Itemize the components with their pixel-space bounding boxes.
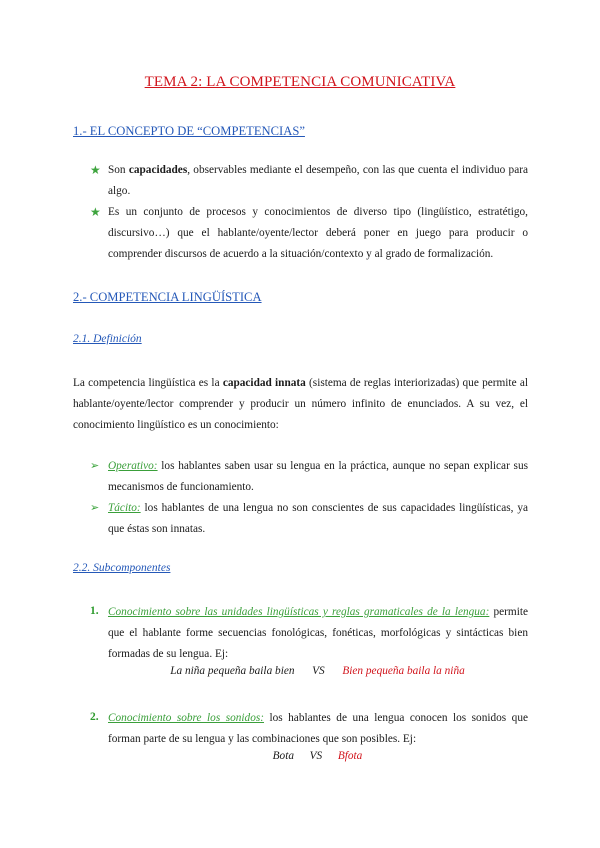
- example-correct: Bota: [272, 750, 294, 762]
- subsection-heading-definicion: 2.1. Definición: [73, 333, 142, 345]
- example-line-1: [0, 665, 600, 677]
- example-incorrect: Bfota: [337, 750, 363, 762]
- list-number: 2.: [90, 711, 99, 723]
- definition-paragraph: La competencia lingüística es la capacidad innata (sistema de reglas interiorizadas) que permite al hablante/oyente/lector comprender y producir un número infinito de enunciados. A su vez, el conocimiento lingüístico es un conocimiento:: [73, 377, 528, 431]
- star-bullet-icon: ★: [90, 163, 101, 177]
- example-correct: La niña pequeña baila bien: [170, 665, 295, 677]
- example-line-2: [0, 750, 600, 762]
- arrow-bullet-icon: ➢: [90, 502, 100, 514]
- star-bullet-icon: ★: [90, 205, 101, 219]
- subcomponent-sonidos: Conocimiento sobre los sonidos: los hablantes de una lengua conocen los sonidos que forman parte de su lengua y las combinaciones que son posibles. Ej:: [108, 712, 528, 745]
- bullet-conjunto-procesos: Es un conjunto de procesos y conocimientos de diverso tipo (lingüístico, estratétigo, discursivo…) que el hablante/oyente/lector deberá poner en juego para producir o comprender discursos de acuerdo a la situación/contexto y al grado de formalización.: [108, 206, 528, 260]
- subsection-heading-subcomponentes: 2.2. Subcomponentes: [73, 562, 171, 574]
- example-vs: VS: [309, 750, 323, 762]
- subcomponent-unidades-linguisticas: Conocimiento sobre las unidades lingüísticas y reglas gramaticales de la lengua: permite que el hablante forme secuencias fonológicas, fonéticas, morfológicas y sintácticas bien formadas de su lengua. Ej:: [108, 606, 528, 660]
- example-vs: VS: [312, 665, 325, 677]
- arrow-bullet-icon: ➢: [90, 460, 100, 472]
- example-incorrect: Bien pequeña baila la niña: [342, 665, 465, 677]
- section-heading-competencias: 1.- EL CONCEPTO DE “COMPETENCIAS”: [73, 124, 305, 138]
- item-tacito: Tácito: los hablantes de una lengua no son conscientes de sus capacidades lingüísticas, ya que éstas son innatas.: [108, 502, 528, 535]
- bullet-capacidades: Son capacidades, observables mediante el desempeño, con las que cuenta el individuo para algo.: [108, 164, 528, 197]
- document-title: TEMA 2: LA COMPETENCIA COMUNICATIVA: [144, 74, 456, 90]
- list-number: 1.: [90, 605, 99, 617]
- section-heading-competencia-linguistica: 2.- COMPETENCIA LINGÜÍSTICA: [73, 290, 262, 304]
- item-operativo: Operativo: los hablantes saben usar su lengua en la práctica, aunque no sepan explicar sus mecanismos de funcionamiento.: [108, 460, 528, 493]
